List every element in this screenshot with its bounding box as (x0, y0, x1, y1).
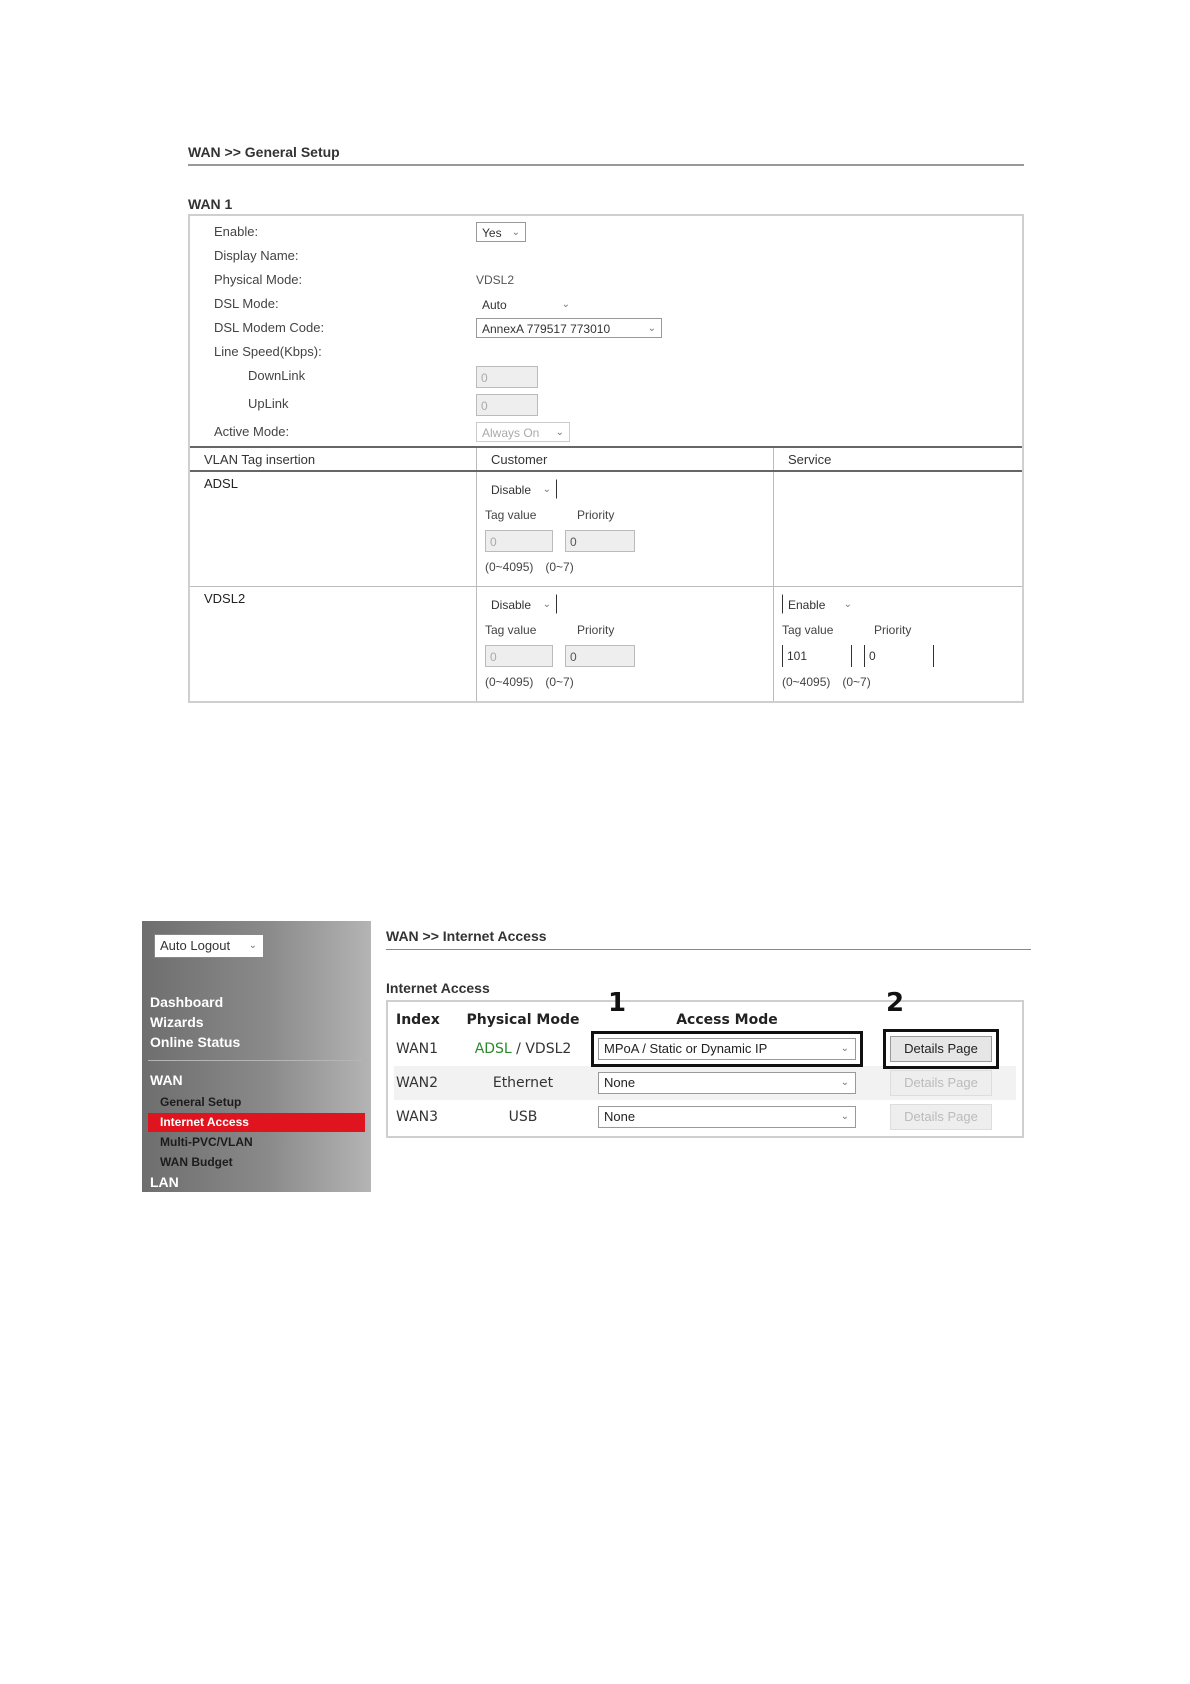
callout-2: 2 (886, 988, 905, 1018)
callout-1: 1 (608, 988, 627, 1018)
physical-mode-value: VDSL2 (476, 273, 515, 287)
chevron-down-icon: ⌄ (542, 599, 551, 610)
sidebar-item-wizards[interactable]: Wizards (150, 1014, 204, 1030)
downlink-row (190, 364, 1022, 392)
header-access-mode: Access Mode (676, 1012, 778, 1028)
uplink-label: UpLink (248, 396, 289, 411)
adsl-customer-tag-input[interactable]: 0 (485, 530, 553, 552)
chevron-down-icon: ⌄ (555, 427, 564, 438)
row-physical-mode: USB (508, 1109, 538, 1125)
row-physical-mode: Ethernet (458, 1066, 588, 1100)
priority-label: Priority (577, 623, 615, 637)
sidebar-item-online-status[interactable]: Online Status (150, 1034, 241, 1050)
vdsl2-service-tag-input[interactable]: 101 (782, 645, 852, 667)
sidebar-item-wan[interactable]: WAN (150, 1072, 183, 1088)
dsl-modem-code-select[interactable]: AnnexA 779517 773010 ⌄ (476, 318, 662, 338)
vlan-row-label: ADSL (190, 471, 477, 587)
sidebar-item-dashboard[interactable]: Dashboard (150, 994, 224, 1010)
vlan-header-customer: Customer (477, 447, 774, 471)
active-mode-row (190, 420, 1022, 446)
enable-select[interactable]: Yes ⌄ (476, 222, 526, 242)
uplink-row (190, 392, 1022, 420)
vdsl2-service-select[interactable]: Enable ⌄ (782, 594, 858, 614)
vdsl2-customer-cell (477, 587, 774, 702)
sidebar-item-internet-access[interactable]: Internet Access (148, 1113, 365, 1132)
line-speed-label: Line Speed(Kbps): (214, 344, 322, 359)
downlink-input[interactable]: 0 (476, 366, 538, 388)
internet-access-table (394, 1008, 1016, 1134)
section-title: WAN 1 (188, 196, 233, 212)
chevron-down-icon: ⌄ (843, 599, 852, 610)
vlan-row-vdsl2 (190, 587, 1022, 702)
physical-mode-row (190, 268, 1022, 292)
row-index: WAN1 (396, 1041, 439, 1057)
active-mode-label: Active Mode: (214, 424, 290, 439)
priority-label: Priority (874, 623, 912, 637)
table-row (394, 1032, 1016, 1066)
sidebar-item-general-setup[interactable]: General Setup (160, 1095, 242, 1109)
dsl-modem-code-label: DSL Modem Code: (214, 320, 325, 335)
wan3-access-mode-select[interactable]: None ⌄ (598, 1106, 856, 1128)
vdsl2-service-priority-input[interactable]: 0 (864, 645, 934, 667)
vlan-tag-table (190, 446, 1022, 701)
line-speed-row (190, 340, 1022, 364)
general-setup-panel (188, 140, 1024, 703)
tag-value-label: Tag value (485, 508, 537, 522)
sidebar-item-wan-budget[interactable]: WAN Budget (160, 1155, 233, 1169)
chevron-down-icon: ⌄ (542, 484, 551, 495)
sidebar (142, 921, 371, 1192)
sidebar-item-multi-pvc-vlan[interactable]: Multi-PVC/VLAN (160, 1135, 253, 1149)
sidebar-item-lan[interactable]: LAN (150, 1174, 179, 1190)
chevron-down-icon: ⌄ (511, 227, 520, 238)
priority-range-hint: (0~7) (545, 675, 574, 689)
chevron-down-icon: ⌄ (647, 323, 656, 334)
adsl-service-cell (774, 471, 1023, 587)
wan2-access-mode-select[interactable]: None ⌄ (598, 1072, 856, 1094)
section-title: Internet Access (386, 980, 490, 996)
priority-range-hint: (0~7) (545, 560, 574, 574)
header-index: Index (396, 1012, 440, 1028)
display-name-row (190, 244, 1022, 268)
wan1-access-mode-select[interactable]: MPoA / Static or Dynamic IP ⌄ (598, 1038, 856, 1060)
page-title: WAN >> General Setup (188, 144, 340, 160)
row-physical-mode: ADSL / VDSL2 (474, 1041, 572, 1057)
physical-mode-label: Physical Mode: (214, 272, 303, 287)
tag-range-hint: (0~4095) (782, 675, 831, 689)
adsl-customer-cell (477, 471, 774, 587)
internet-access-panel (386, 921, 1031, 1138)
chevron-down-icon: ⌄ (840, 1077, 849, 1088)
priority-label: Priority (577, 508, 615, 522)
vlan-header-service: Service (774, 447, 1023, 471)
title-divider (188, 164, 1024, 166)
wan1-settings-box (188, 214, 1024, 703)
dsl-mode-select[interactable]: Auto ⌄ (476, 294, 576, 314)
enable-row (190, 220, 1022, 244)
tag-value-label: Tag value (485, 623, 537, 637)
tag-range-hint: (0~4095) (485, 560, 534, 574)
priority-range-hint: (0~7) (842, 675, 871, 689)
display-name-label: Display Name: (214, 248, 299, 263)
vdsl2-customer-select[interactable]: Disable ⌄ (485, 594, 557, 614)
vlan-row-label: VDSL2 (190, 587, 477, 702)
dsl-mode-row (190, 292, 1022, 316)
chevron-down-icon: ⌄ (840, 1111, 849, 1122)
tag-value-label: Tag value (782, 623, 834, 637)
chevron-down-icon: ⌄ (248, 940, 257, 951)
row-index: WAN2 (394, 1066, 458, 1100)
auto-logout-select[interactable]: Auto Logout ⌄ (154, 934, 264, 958)
downlink-label: DownLink (248, 368, 306, 383)
chevron-down-icon: ⌄ (840, 1043, 849, 1054)
adsl-customer-priority-input[interactable]: 0 (565, 530, 635, 552)
row-index: WAN3 (396, 1109, 439, 1125)
dsl-mode-label: DSL Mode: (214, 296, 279, 311)
chevron-down-icon: ⌄ (561, 299, 570, 310)
active-mode-select[interactable]: Always On ⌄ (476, 422, 570, 442)
wan1-details-page-button[interactable]: Details Page (890, 1036, 992, 1062)
vlan-header-insertion: VLAN Tag insertion (190, 447, 477, 471)
uplink-input[interactable]: 0 (476, 394, 538, 416)
vdsl2-customer-tag-input[interactable]: 0 (485, 645, 553, 667)
table-row (394, 1100, 1016, 1134)
wan3-details-page-button[interactable]: Details Page (890, 1104, 992, 1130)
sidebar-divider (148, 1060, 362, 1061)
table-row (394, 1066, 1016, 1100)
tag-range-hint: (0~4095) (485, 675, 534, 689)
dsl-modem-code-row (190, 316, 1022, 340)
title-divider (386, 949, 1031, 950)
wan2-details-page-button[interactable]: Details Page (890, 1070, 992, 1096)
header-physical-mode: Physical Mode (466, 1012, 580, 1028)
adsl-customer-select[interactable]: Disable ⌄ (485, 479, 557, 499)
enable-label: Enable: (214, 224, 259, 239)
vdsl2-service-cell (774, 587, 1023, 702)
page-title: WAN >> Internet Access (386, 928, 547, 944)
vdsl2-customer-priority-input[interactable]: 0 (565, 645, 635, 667)
vlan-row-adsl (190, 471, 1022, 587)
